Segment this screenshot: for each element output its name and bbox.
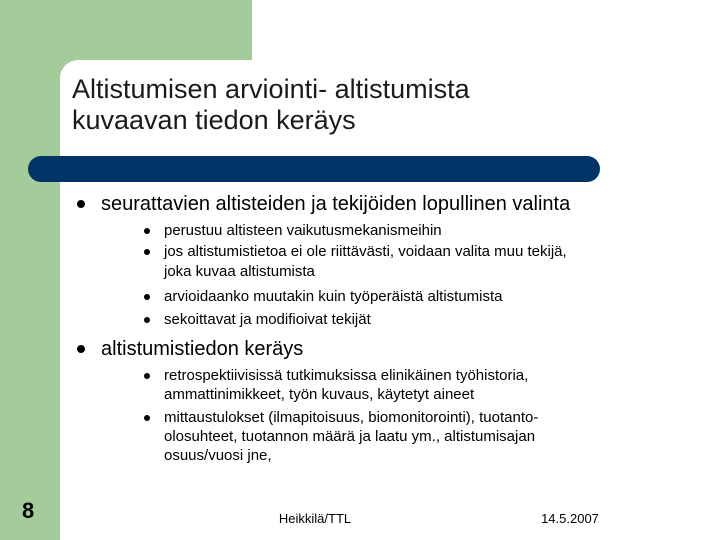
sub-bullet-text: retrospektiivisissä tutkimuksissa elinikäinen työhistoria, xyxy=(164,367,529,384)
decorative-green-strip xyxy=(0,0,60,540)
sub-bullet-text: perustuu altisteen vaikutusmekanismeihin xyxy=(164,222,442,239)
footer-author: Heikkilä/TTL xyxy=(278,511,352,526)
slide-number: 8 xyxy=(22,498,35,523)
sub-bullet-text: sekoittavat ja modifioivat tekijät xyxy=(164,311,371,328)
sub-bullet-dot xyxy=(144,294,150,300)
sub-bullet-text-continued: olosuhteet, tuotannon määrä ja laatu ym., altistumisajan xyxy=(164,428,536,445)
slide-title-line-2: kuvaavan tiedon keräys xyxy=(72,105,356,135)
sub-bullet-text: mittaustulokset (ilmapitoisuus, biomonitorointi), tuotanto- xyxy=(164,409,539,426)
slide-title-line-1: Altistumisen arviointi- altistumista xyxy=(72,74,470,104)
footer-date: 14.5.2007 xyxy=(541,511,599,526)
sub-bullet-dot xyxy=(144,249,150,255)
sub-bullet-dot xyxy=(144,317,150,323)
sub-bullet-text: arvioidaanko muutakin kuin työperäistä altistumista xyxy=(164,288,503,305)
sub-bullet-text-continued: ammattinimikkeet, työn kuvaus, käytetyt aineet xyxy=(164,386,475,403)
sub-bullet-dot xyxy=(144,415,150,421)
bullet-text: seurattavien altisteiden ja tekijöiden lopullinen valinta xyxy=(101,193,571,215)
bullet-text: altistumistiedon keräys xyxy=(101,338,304,360)
sub-bullet-text: jos altistumistietoa ei ole riittävästi, voidaan valita muu tekijä, xyxy=(164,243,567,260)
bullet-dot xyxy=(77,200,85,208)
title-underline-bar xyxy=(28,156,600,182)
sub-bullet-dot xyxy=(144,373,150,379)
sub-bullet-dot xyxy=(144,228,150,234)
slide-title xyxy=(72,74,672,136)
sub-bullet-text-continued: osuus/vuosi jne, xyxy=(164,447,272,464)
sub-bullet-text-continued: joka kuvaa altistumista xyxy=(164,263,315,280)
bullet-dot xyxy=(77,345,85,353)
